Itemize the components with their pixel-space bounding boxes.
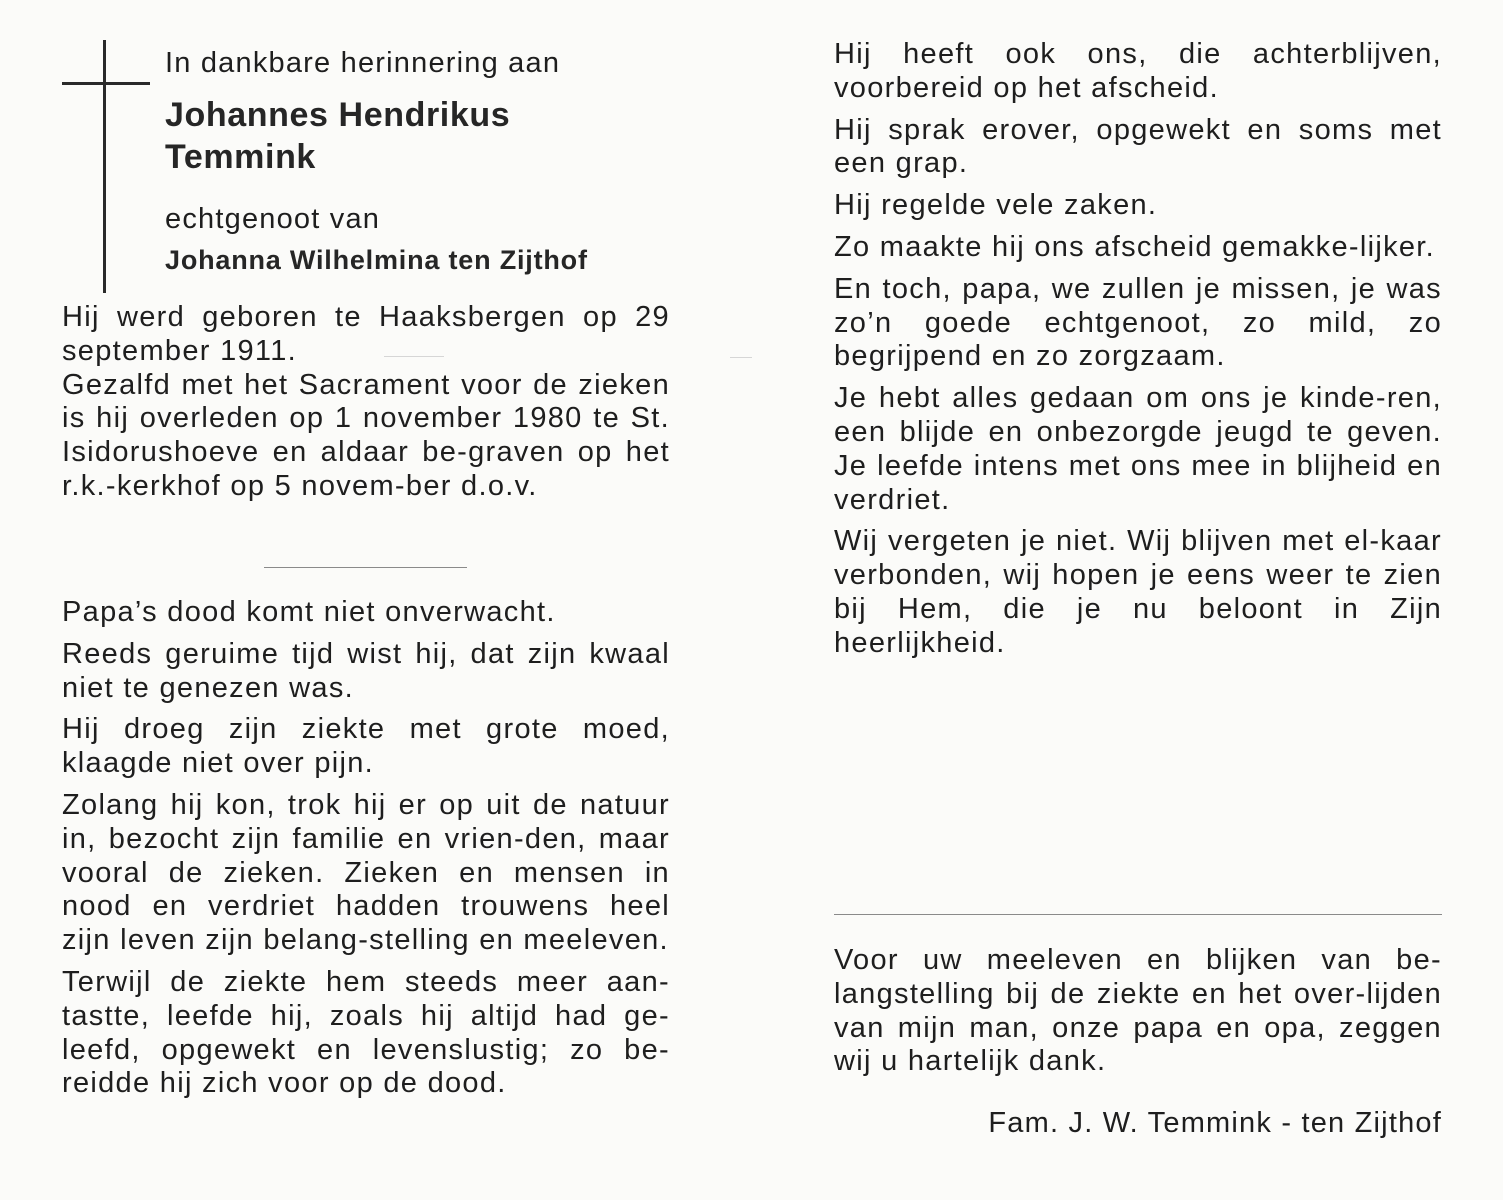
- intro-text: In dankbare herinnering aan: [165, 47, 561, 79]
- spouse-name: Johanna Wilhelmina ten Zijthof: [165, 245, 588, 275]
- print-mark: [384, 356, 444, 357]
- biography-birth: Hij werd geboren te Haaksbergen op 29 september 1911.: [62, 301, 670, 367]
- reflection-paragraph: Wij vergeten je niet. Wij blijven met el-kaar verbonden, wij hopen je eens weer te zien bij Hem, die je nu beloont in Zijn heerlijkheid.: [834, 525, 1442, 659]
- spouse-intro: echtgenoot van: [165, 203, 381, 235]
- memory-paragraph: Reeds geruime tijd wist hij, dat zijn kwaal niet te genezen was.: [62, 637, 670, 704]
- cross-icon: [103, 40, 106, 293]
- reflection-section: [834, 38, 1442, 661]
- reflection-paragraph: En toch, papa, we zullen je missen, je was zo’n goede echtgenoot, zo mild, zo begrijpend en zo zorgzaam.: [834, 272, 1442, 373]
- thanks-section: [834, 944, 1442, 1079]
- memory-paragraph: Hij droeg zijn ziekte met grote moed, klaagde niet over pijn.: [62, 713, 670, 780]
- biography-death: Gezalfd met het Sacrament voor de zieken is hij overleden op 1 november 1980 te St. Isidorushoeve en aldaar be-graven op het r.k.-kerkhof op 5 novem-ber d.o.v.: [62, 368, 670, 502]
- family-signature: Fam. J. W. Temmink - ten Zijthof: [988, 1107, 1442, 1139]
- thanks-text: Voor uw meeleven en blijken van be-langstelling bij de ziekte en het over-lijden van mijn man, onze papa en opa, zeggen wij u hartelijk dank.: [834, 944, 1442, 1078]
- deceased-first-names: Johannes Hendrikus: [165, 96, 511, 134]
- print-mark: [730, 357, 752, 358]
- memories-section: [62, 596, 670, 1101]
- memory-paragraph: Terwijl de ziekte hem steeds meer aan-tastte, leefde hij, zoals hij altijd had ge-leefd, opgewekt en levenslustig; zo be-reidde hij zich voor op de dood.: [62, 965, 670, 1100]
- reflection-paragraph: Hij heeft ook ons, die achterblijven, voorbereid op het afscheid.: [834, 38, 1442, 104]
- reflection-paragraph: Hij sprak erover, opgewekt en soms met een grap.: [834, 113, 1442, 180]
- deceased-name: [165, 94, 665, 178]
- reflection-paragraph: Je hebt alles gedaan om ons je kinde-ren, een blijde en onbezorgde jeugd te geven. Je leefde intens met ons mee in blijheid en verdriet.: [834, 382, 1442, 516]
- reflection-paragraph: Zo maakte hij ons afscheid gemakke-lijker.: [834, 230, 1436, 263]
- card-header: [165, 44, 665, 278]
- memory-paragraph: Zolang hij kon, trok hij er op uit de natuur in, bezocht zijn familie en vrien-den, maar vooral de zieken. Zieken en mensen in nood en verdriet hadden trouwens heel zijn leven zijn belang-stelling en meeleven.: [62, 788, 670, 957]
- cross-icon-crossbar: [62, 82, 150, 85]
- reflection-paragraph: Hij regelde vele zaken.: [834, 189, 1158, 222]
- deceased-last-name: Temmink: [165, 138, 316, 176]
- section-divider: [264, 567, 467, 568]
- biography-section: [62, 301, 670, 504]
- section-divider: [834, 914, 1442, 915]
- memory-paragraph: Papa’s dood komt niet onverwacht.: [62, 596, 556, 628]
